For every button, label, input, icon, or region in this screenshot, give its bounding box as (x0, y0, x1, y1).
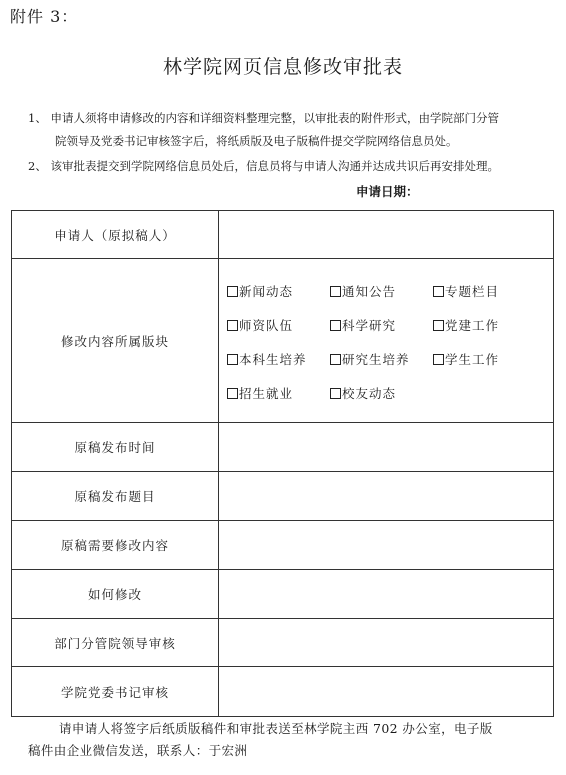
applicant-label: 申请人（原拟稿人） (12, 211, 219, 259)
section-options-cell (219, 259, 554, 423)
table-row (12, 472, 554, 521)
section-option[interactable] (227, 316, 330, 334)
section-option-label: 通知公告 (342, 283, 397, 299)
section-option-label: 专题栏目 (445, 283, 500, 299)
section-option-label: 研究生培养 (342, 351, 410, 367)
form-title: 林学院网页信息修改审批表 (162, 56, 403, 78)
section-option[interactable] (330, 350, 433, 368)
original-publish-time-field[interactable] (219, 423, 554, 472)
section-option-label: 师资队伍 (239, 317, 294, 333)
checkbox[interactable] (330, 388, 341, 399)
attachment-label: 附件 3： (10, 7, 79, 26)
original-title-label: 原稿发布题目 (12, 472, 219, 521)
section-option[interactable] (330, 384, 433, 402)
checkbox[interactable] (433, 354, 444, 365)
section-options (219, 272, 553, 410)
section-option-label: 本科生培养 (239, 351, 307, 367)
section-label: 修改内容所属版块 (12, 259, 219, 423)
section-option-label: 学生工作 (445, 351, 500, 367)
checkbox[interactable] (227, 354, 238, 365)
checkbox[interactable] (330, 320, 341, 331)
party-secretary-review-field[interactable] (219, 667, 554, 717)
content-to-modify-field[interactable] (219, 521, 554, 570)
section-option[interactable] (227, 282, 330, 300)
checkbox[interactable] (227, 388, 238, 399)
section-option[interactable] (227, 350, 330, 368)
instruction-1-continued: 院领导及党委书记审核签字后，将纸质版及电子版稿件提交学院网络信息员处。 (55, 134, 458, 148)
section-option-label: 新闻动态 (239, 283, 294, 299)
instruction-1: 1、 申请人须将申请修改的内容和详细资料整理完整，以审批表的附件形式，由学院部门分管 (28, 111, 499, 125)
submission-note-continued: 稿件由企业微信发送，联系人：于宏洲 (28, 743, 248, 758)
original-publish-time-label: 原稿发布时间 (12, 423, 219, 472)
section-option[interactable] (433, 282, 533, 300)
submission-note: 请申请人将签字后纸质版稿件和审批表送至林学院主西 702 办公室，电子版 (59, 721, 493, 736)
section-option[interactable] (227, 384, 330, 402)
checkbox[interactable] (227, 286, 238, 297)
table-row (12, 570, 554, 619)
checkbox[interactable] (433, 320, 444, 331)
section-option-label: 校友动态 (342, 385, 397, 401)
table-row (12, 521, 554, 570)
section-option-label: 党建工作 (445, 317, 500, 333)
section-option[interactable] (433, 350, 533, 368)
how-to-modify-label: 如何修改 (12, 570, 219, 619)
table-row (12, 211, 554, 259)
application-date-label: 申请日期： (356, 184, 419, 199)
table-row (12, 667, 554, 717)
checkbox[interactable] (330, 354, 341, 365)
section-option-label: 招生就业 (239, 385, 294, 401)
original-title-field[interactable] (219, 472, 554, 521)
checkbox[interactable] (433, 286, 444, 297)
section-option-label: 科学研究 (342, 317, 397, 333)
how-to-modify-field[interactable] (219, 570, 554, 619)
table-row (12, 423, 554, 472)
instruction-2: 2、 该审批表提交到学院网络信息员处后，信息员将与申请人沟通并达成共识后再安排处理。 (28, 159, 499, 173)
applicant-field[interactable] (219, 211, 554, 259)
checkbox[interactable] (330, 286, 341, 297)
party-secretary-review-label: 学院党委书记审核 (12, 667, 219, 717)
approval-table (11, 210, 554, 717)
content-to-modify-label: 原稿需要修改内容 (12, 521, 219, 570)
department-leader-review-label: 部门分管院领导审核 (12, 619, 219, 667)
table-row (12, 619, 554, 667)
section-option[interactable] (330, 316, 433, 334)
section-option[interactable] (433, 316, 533, 334)
checkbox[interactable] (227, 320, 238, 331)
table-row (12, 259, 554, 423)
section-option[interactable] (330, 282, 433, 300)
department-leader-review-field[interactable] (219, 619, 554, 667)
